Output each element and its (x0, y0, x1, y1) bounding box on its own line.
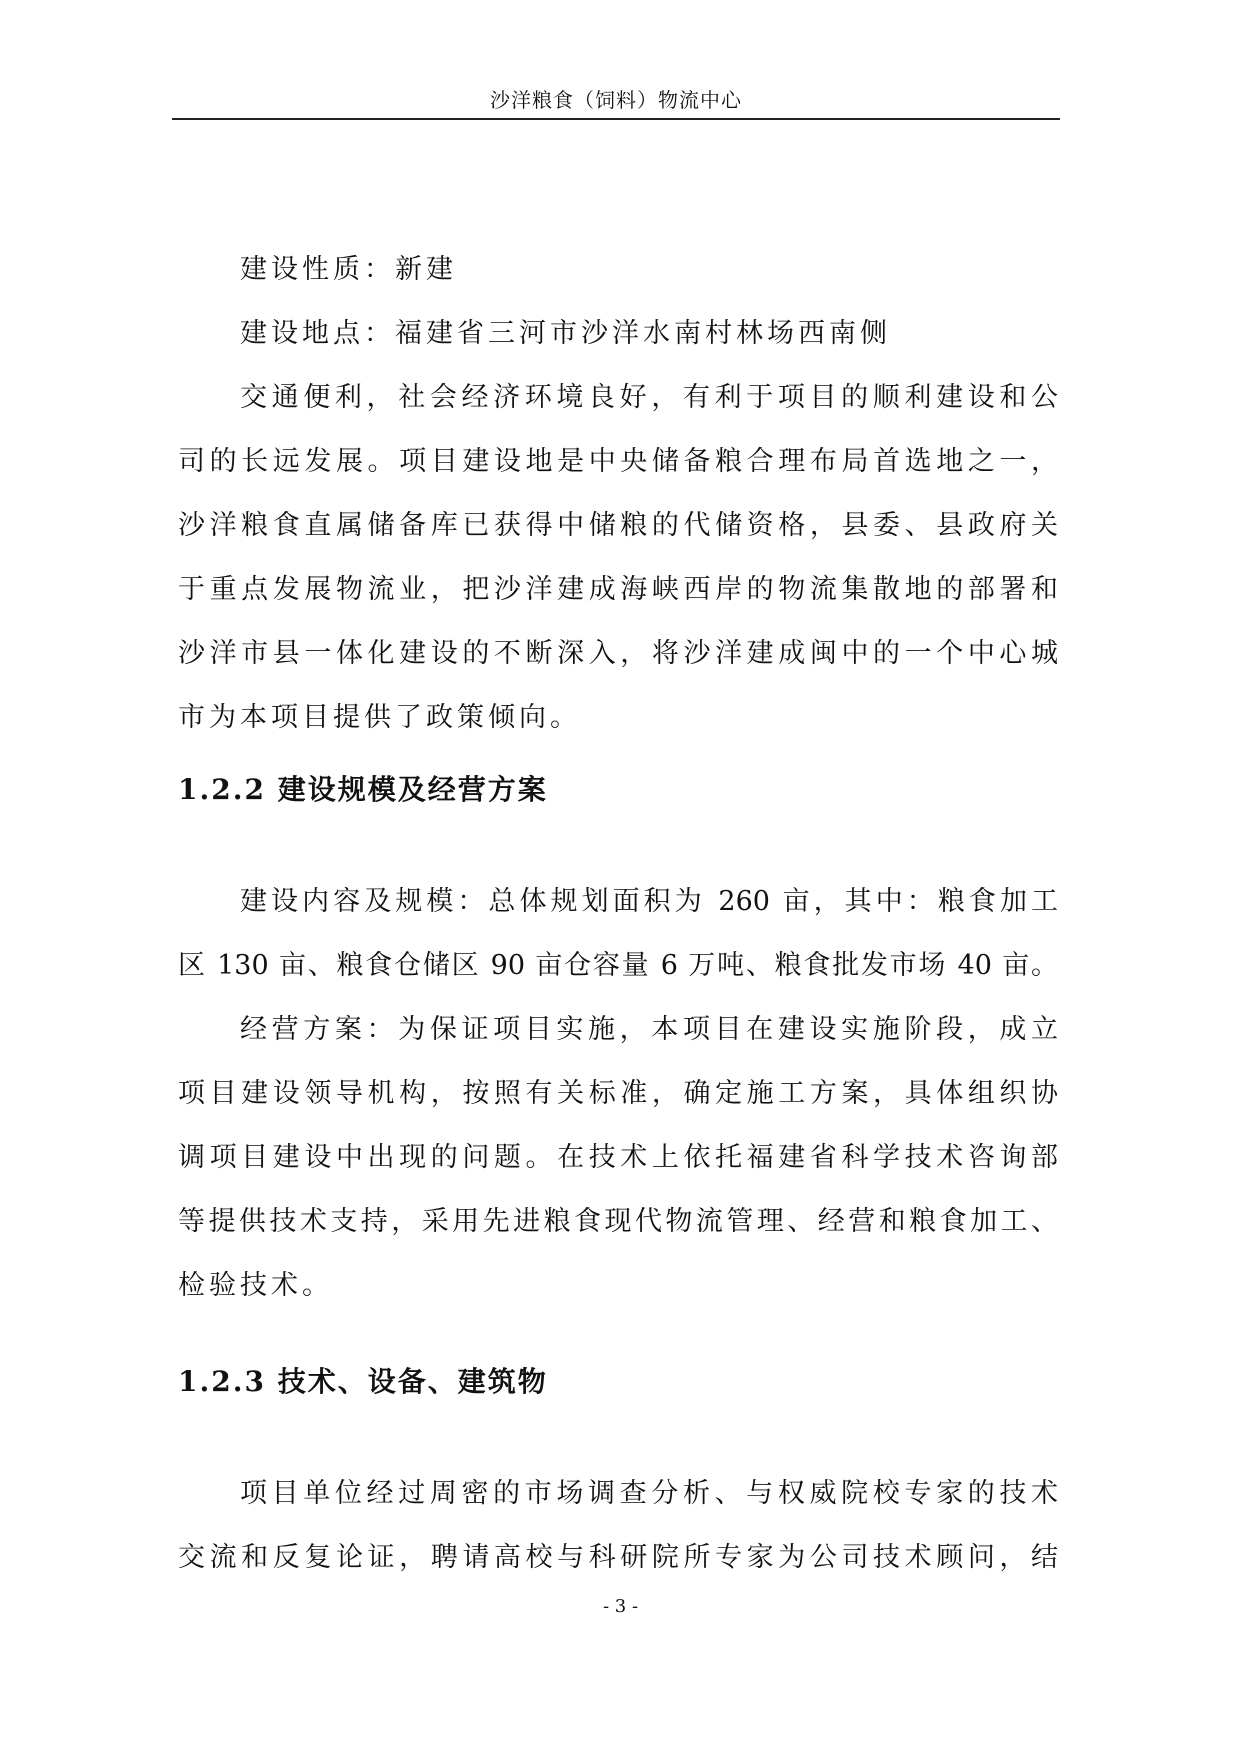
paragraph-line: 建设内容及规模：总体规划面积为 260 亩，其中：粮食加工 (240, 886, 1058, 917)
paragraph-line: 经营方案：为保证项目实施，本项目在建设实施阶段，成立 (240, 1014, 1058, 1045)
paragraph-line: 检验技术。 (178, 1270, 333, 1301)
construction-nature-line: 建设性质：新建 (240, 254, 457, 285)
section-heading-1-2-2: 1.2.2 建设规模及经营方案 (178, 773, 548, 806)
paragraph-line: 等提供技术支持，采用先进粮食现代物流管理、经营和粮食加工、 (178, 1206, 1058, 1237)
paragraph-line: 区 130 亩、粮食仓储区 90 亩仓容量 6 万吨、粮食批发市场 40 亩。 (178, 950, 1058, 981)
section-heading-1-2-3: 1.2.3 技术、设备、建筑物 (178, 1365, 548, 1398)
paragraph-line: 沙洋市县一体化建设的不断深入，将沙洋建成闽中的一个中心城 (178, 638, 1058, 669)
paragraph-line: 交通便利，社会经济环境良好，有利于项目的顺利建设和公 (240, 382, 1058, 413)
page-header-title: 沙洋粮食（饲料）物流中心 (490, 88, 742, 112)
paragraph-line: 交流和反复论证，聘请高校与科研院所专家为公司技术顾问，结 (178, 1542, 1058, 1573)
construction-site-line: 建设地点：福建省三河市沙洋水南村林场西南侧 (240, 318, 891, 349)
paragraph-line: 司的长远发展。项目建设地是中央储备粮合理布局首选地之一， (178, 446, 1058, 477)
paragraph-line: 沙洋粮食直属储备库已获得中储粮的代储资格，县委、县政府关 (178, 510, 1058, 541)
paragraph-line: 项目建设领导机构，按照有关标准，确定施工方案，具体组织协 (178, 1078, 1058, 1109)
header-divider (172, 118, 1060, 120)
paragraph-line: 调项目建设中出现的问题。在技术上依托福建省科学技术咨询部 (178, 1142, 1058, 1173)
page-number: - 3 - (602, 1596, 639, 1617)
paragraph-line: 项目单位经过周密的市场调查分析、与权威院校专家的技术 (240, 1478, 1058, 1509)
paragraph-line: 市为本项目提供了政策倾向。 (178, 702, 581, 733)
paragraph-line: 于重点发展物流业，把沙洋建成海峡西岸的物流集散地的部署和 (178, 574, 1058, 605)
